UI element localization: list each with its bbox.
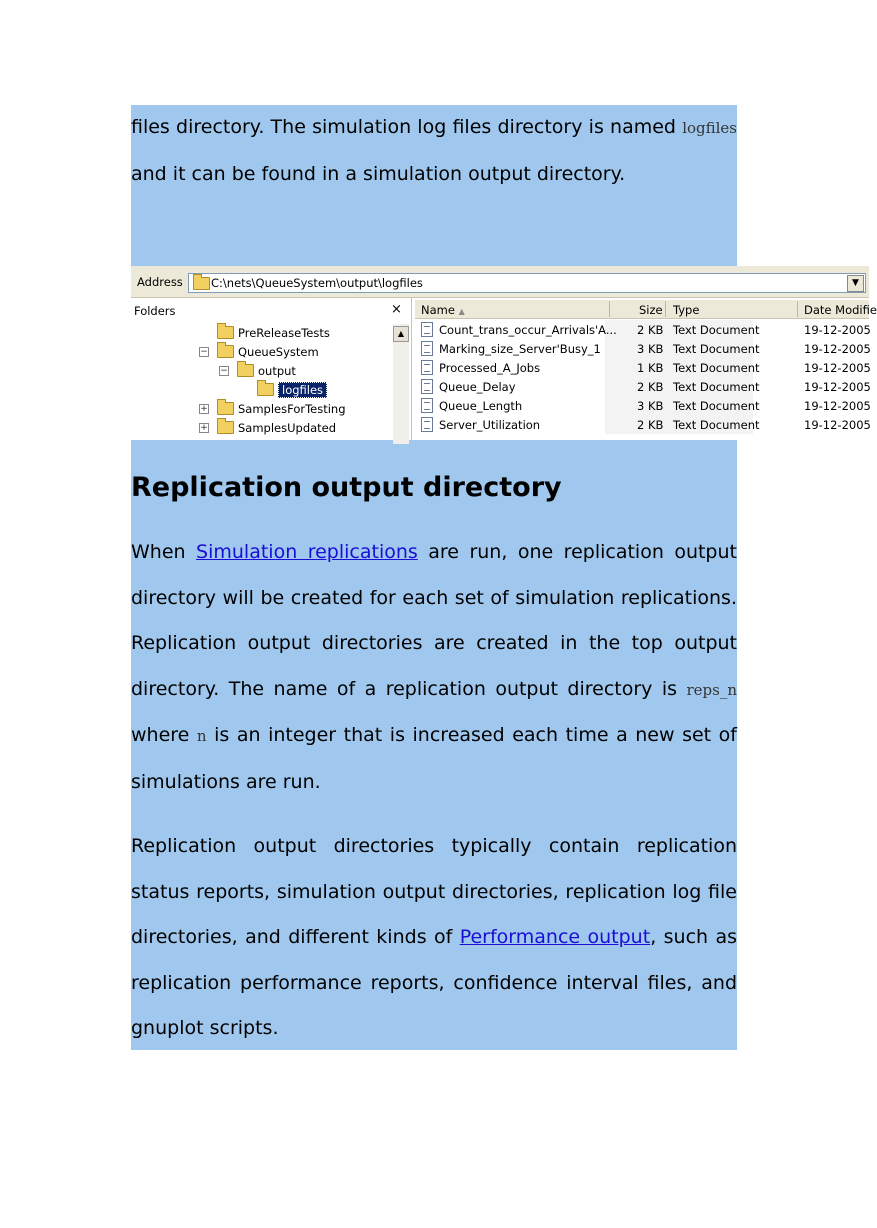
file-size: 3 KB xyxy=(637,342,664,356)
tree-item-label: SamplesUpdated xyxy=(238,420,337,435)
tree-item-label: logfiles xyxy=(278,382,327,398)
file-size: 2 KB xyxy=(637,380,664,394)
paragraph-text: is an integer that is increased each time a new set of simulations are run. xyxy=(131,724,737,793)
file-type: Text Document xyxy=(673,418,760,432)
logfiles-code: logfiles xyxy=(682,119,737,137)
file-size: 2 KB xyxy=(637,418,664,432)
tree-item-label: output xyxy=(258,363,296,378)
file-size: 1 KB xyxy=(637,361,664,375)
text-document-icon xyxy=(421,341,433,356)
intro-text-end: and it can be found in a simulation output directory. xyxy=(131,162,626,185)
text-document-icon xyxy=(421,379,433,394)
file-type: Text Document xyxy=(673,380,760,394)
column-separator[interactable] xyxy=(665,301,666,317)
paragraph-text: are run, one replication output directory will be created for each set of simulation replications. Replication output directories are created in the top output directory. The name of a replication output directory is xyxy=(131,541,737,700)
file-name: Count_trans_occur_Arrivals'A... xyxy=(439,323,617,337)
collapse-icon[interactable]: − xyxy=(220,365,228,376)
file-list-header xyxy=(415,300,877,319)
address-path: C:\nets\QueueSystem\output\logfiles xyxy=(211,276,423,290)
close-icon[interactable]: × xyxy=(391,302,402,317)
text-document-icon xyxy=(421,417,433,432)
file-name: Server_Utilization xyxy=(439,418,541,432)
text-document-icon xyxy=(421,360,433,375)
simulation-replications-link[interactable]: Simulation replications xyxy=(196,541,418,563)
paragraph-text: When xyxy=(131,541,197,563)
tree-item-logfiles[interactable] xyxy=(257,382,327,400)
file-date: 19-12-2005 xyxy=(804,418,871,432)
file-type: Text Document xyxy=(673,399,760,413)
file-size: 2 KB xyxy=(637,323,664,337)
column-date[interactable]: Date Modifie xyxy=(804,303,877,317)
tree-item-samplesfortesting[interactable] xyxy=(199,401,346,419)
column-separator[interactable] xyxy=(609,301,610,317)
file-type: Text Document xyxy=(673,361,760,375)
replication-paragraph-1 xyxy=(131,530,737,805)
paragraph-text: Replication output directories typically contain replication status reports, simulation output directories, replication log file directories, and different kinds of xyxy=(131,835,737,948)
folder-icon xyxy=(193,277,210,290)
file-size: 3 KB xyxy=(637,399,664,413)
file-type: Text Document xyxy=(673,323,760,337)
tree-item-output[interactable] xyxy=(219,363,296,381)
performance-output-link[interactable]: Performance output xyxy=(459,926,651,948)
file-row[interactable] xyxy=(415,339,869,358)
folder-icon xyxy=(257,383,274,396)
text-document-icon xyxy=(421,398,433,413)
folder-icon xyxy=(217,402,234,415)
folder-icon xyxy=(217,326,234,339)
sort-up-icon: ▲ xyxy=(458,307,465,316)
collapse-icon[interactable]: − xyxy=(200,346,208,357)
file-row[interactable] xyxy=(415,415,869,434)
folder-icon xyxy=(217,345,234,358)
tree-item-samplesupdated[interactable] xyxy=(199,420,336,438)
file-type: Text Document xyxy=(673,342,760,356)
explorer-screenshot xyxy=(131,266,877,440)
file-row[interactable] xyxy=(415,396,869,415)
intro-text: files directory. The simulation log files directory is named xyxy=(131,116,683,138)
file-name: Queue_Length xyxy=(439,399,523,413)
expand-icon[interactable]: + xyxy=(200,403,208,414)
file-date: 19-12-2005 xyxy=(804,342,871,356)
file-row[interactable] xyxy=(415,320,869,339)
file-date: 19-12-2005 xyxy=(804,323,871,337)
tree-item-label: SamplesForTesting xyxy=(238,401,346,416)
folders-header xyxy=(131,298,411,320)
folder-icon xyxy=(237,364,254,377)
reps-n-code: reps_n xyxy=(686,680,737,699)
file-date: 19-12-2005 xyxy=(804,361,871,375)
folders-title: Folders xyxy=(134,304,176,318)
scroll-up-icon[interactable]: ▲ xyxy=(393,326,409,342)
column-separator[interactable] xyxy=(797,301,798,317)
tree-item-queuesystem[interactable] xyxy=(199,344,319,362)
replication-paragraph-2 xyxy=(131,824,737,1052)
paragraph-text: , such as replication performance reports, confidence interval files, and gnuplot scripts. xyxy=(131,926,737,1039)
tree-item-prereleasetests[interactable] xyxy=(217,325,330,343)
column-size[interactable]: Size xyxy=(639,303,663,317)
intro-paragraph xyxy=(131,105,737,197)
file-row[interactable] xyxy=(415,358,869,377)
folder-icon xyxy=(217,421,234,434)
address-label: Address xyxy=(137,275,183,289)
text-document-icon xyxy=(421,322,433,337)
column-type[interactable]: Type xyxy=(673,303,700,317)
chevron-down-icon[interactable]: ▼ xyxy=(847,275,864,292)
section-title: Replication output directory xyxy=(131,472,562,503)
folders-scrollbar[interactable] xyxy=(393,324,409,444)
column-name[interactable]: Name ▲ xyxy=(421,303,465,317)
file-name: Processed_A_Jobs xyxy=(439,361,541,375)
tree-item-label: PreReleaseTests xyxy=(238,325,330,340)
address-input[interactable] xyxy=(188,273,866,293)
paragraph-text: where xyxy=(131,724,197,746)
file-name: Queue_Delay xyxy=(439,380,516,394)
expand-icon[interactable]: + xyxy=(200,422,208,433)
file-name: Marking_size_Server'Busy_1 xyxy=(439,342,601,356)
file-date: 19-12-2005 xyxy=(804,399,871,413)
tree-item-label: QueueSystem xyxy=(238,344,319,359)
n-code: n xyxy=(196,727,207,745)
file-row[interactable] xyxy=(415,377,869,396)
file-list-pane xyxy=(415,298,877,440)
file-date: 19-12-2005 xyxy=(804,380,871,394)
folders-pane xyxy=(131,298,412,440)
address-bar xyxy=(131,266,869,298)
